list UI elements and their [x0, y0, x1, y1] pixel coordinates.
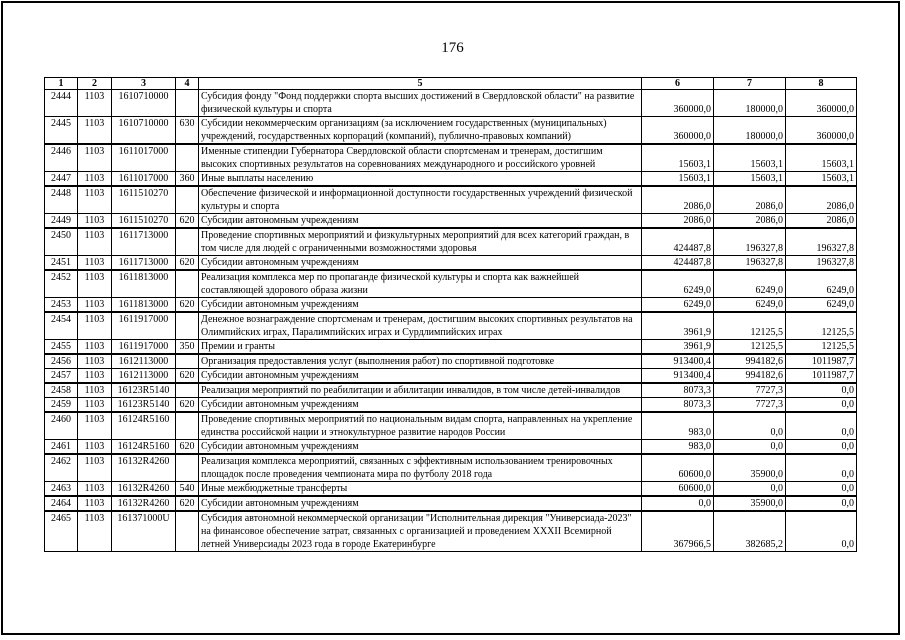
target-article-cell: 1611917000 — [112, 312, 176, 340]
section-code-cell: 1103 — [78, 482, 112, 497]
expense-type-cell: 620 — [176, 496, 199, 511]
amount-year3-cell: 6249,0 — [786, 298, 857, 313]
table-row — [45, 117, 857, 145]
expense-type-cell: 350 — [176, 340, 199, 355]
expense-type-cell: 630 — [176, 117, 199, 145]
expense-type-cell — [176, 312, 199, 340]
section-code-cell: 1103 — [78, 186, 112, 214]
amount-year2-cell: 12125,5 — [714, 340, 786, 355]
row-number-cell: 2462 — [45, 454, 78, 482]
amount-year3-cell: 15603,1 — [786, 144, 857, 172]
target-article-cell: 16132R4260 — [112, 496, 176, 511]
section-code-cell: 1103 — [78, 369, 112, 384]
row-number-cell: 2444 — [45, 90, 78, 117]
expense-type-cell — [176, 270, 199, 298]
amount-year1-cell: 2086,0 — [642, 186, 714, 214]
amount-year2-cell: 180000,0 — [714, 117, 786, 145]
description-cell: Проведение спортивных мероприятий по национальным видам спорта, направленных на укрепление единства российской нации и этнокультурное развитие народов России — [199, 412, 642, 440]
page-number: 176 — [441, 40, 464, 56]
description-cell: Проведение спортивных мероприятий и физкультурных мероприятий для всех категорий граждан, в том числе для людей с ограниченными возможностями здоровья — [199, 228, 642, 256]
row-number-cell: 2450 — [45, 228, 78, 256]
amount-year3-cell: 1011987,7 — [786, 354, 857, 369]
amount-year3-cell: 1011987,7 — [786, 369, 857, 384]
amount-year1-cell: 15603,1 — [642, 144, 714, 172]
table-row — [45, 144, 857, 172]
column-header: 3 — [112, 78, 176, 90]
section-code-cell: 1103 — [78, 454, 112, 482]
amount-year3-cell: 12125,5 — [786, 340, 857, 355]
target-article-cell: 16124R5160 — [112, 412, 176, 440]
row-number-cell: 2453 — [45, 298, 78, 313]
expense-type-cell: 620 — [176, 398, 199, 413]
amount-year2-cell: 15603,1 — [714, 144, 786, 172]
amount-year2-cell: 994182,6 — [714, 354, 786, 369]
column-header: 4 — [176, 78, 199, 90]
row-number-cell: 2463 — [45, 482, 78, 497]
amount-year2-cell: 994182,6 — [714, 369, 786, 384]
section-code-cell: 1103 — [78, 412, 112, 440]
row-number-cell: 2458 — [45, 383, 78, 398]
amount-year2-cell: 0,0 — [714, 440, 786, 455]
table-row — [45, 354, 857, 369]
description-cell: Субсидии некоммерческим организациям (за исключением государственных (муниципальных) учреждений, государственных корпораций (компаний), публично-правовых компаний) — [199, 117, 642, 145]
target-article-cell: 16124R5160 — [112, 440, 176, 455]
description-cell: Субсидии автономным учреждениям — [199, 398, 642, 413]
expense-type-cell — [176, 454, 199, 482]
section-code-cell: 1103 — [78, 298, 112, 313]
amount-year2-cell: 6249,0 — [714, 270, 786, 298]
column-header: 6 — [642, 78, 714, 90]
amount-year3-cell: 0,0 — [786, 398, 857, 413]
target-article-cell: 1612113000 — [112, 354, 176, 369]
description-cell: Субсидии автономным учреждениям — [199, 298, 642, 313]
amount-year1-cell: 913400,4 — [642, 354, 714, 369]
expense-type-cell: 360 — [176, 172, 199, 187]
amount-year1-cell: 983,0 — [642, 440, 714, 455]
target-article-cell: 1611510270 — [112, 214, 176, 229]
target-article-cell: 16123R5140 — [112, 398, 176, 413]
target-article-cell: 161371000U — [112, 511, 176, 552]
amount-year3-cell: 0,0 — [786, 412, 857, 440]
amount-year3-cell: 6249,0 — [786, 270, 857, 298]
amount-year1-cell: 3961,9 — [642, 340, 714, 355]
expense-type-cell: 620 — [176, 440, 199, 455]
table-row — [45, 172, 857, 187]
amount-year2-cell: 180000,0 — [714, 90, 786, 117]
table-row — [45, 340, 857, 355]
row-number-cell: 2452 — [45, 270, 78, 298]
amount-year1-cell: 60600,0 — [642, 482, 714, 497]
amount-year1-cell: 2086,0 — [642, 214, 714, 229]
description-cell: Субсидии автономным учреждениям — [199, 256, 642, 271]
table-row — [45, 482, 857, 497]
target-article-cell: 16132R4260 — [112, 454, 176, 482]
amount-year1-cell: 8073,3 — [642, 383, 714, 398]
target-article-cell: 1610710000 — [112, 117, 176, 145]
table-row — [45, 270, 857, 298]
description-cell: Иные выплаты населению — [199, 172, 642, 187]
amount-year1-cell: 360000,0 — [642, 90, 714, 117]
amount-year3-cell: 196327,8 — [786, 256, 857, 271]
target-article-cell: 1611917000 — [112, 340, 176, 355]
expense-type-cell: 620 — [176, 369, 199, 384]
target-article-cell: 1612113000 — [112, 369, 176, 384]
section-code-cell: 1103 — [78, 90, 112, 117]
expense-type-cell — [176, 90, 199, 117]
expense-type-cell: 620 — [176, 256, 199, 271]
section-code-cell: 1103 — [78, 172, 112, 187]
description-cell: Реализация мероприятий по реабилитации и абилитации инвалидов, в том числе детей-инвалидов — [199, 383, 642, 398]
table-row — [45, 90, 857, 117]
expense-type-cell — [176, 511, 199, 552]
target-article-cell: 1611813000 — [112, 270, 176, 298]
table-row — [45, 454, 857, 482]
expense-type-cell — [176, 228, 199, 256]
amount-year3-cell: 360000,0 — [786, 117, 857, 145]
description-cell: Именные стипендии Губернатора Свердловской области спортсменам и тренерам, достигшим высоких спортивных результатов на соревнованиях международного и российского уровней — [199, 144, 642, 172]
section-code-cell: 1103 — [78, 398, 112, 413]
amount-year1-cell: 0,0 — [642, 496, 714, 511]
amount-year3-cell: 196327,8 — [786, 228, 857, 256]
amount-year3-cell: 0,0 — [786, 482, 857, 497]
amount-year1-cell: 983,0 — [642, 412, 714, 440]
table-row — [45, 228, 857, 256]
amount-year2-cell: 35900,0 — [714, 454, 786, 482]
section-code-cell: 1103 — [78, 270, 112, 298]
amount-year2-cell: 196327,8 — [714, 256, 786, 271]
amount-year1-cell: 913400,4 — [642, 369, 714, 384]
table-body — [45, 90, 857, 552]
target-article-cell: 1611713000 — [112, 228, 176, 256]
section-code-cell: 1103 — [78, 312, 112, 340]
table-row — [45, 369, 857, 384]
amount-year3-cell: 0,0 — [786, 454, 857, 482]
expense-type-cell — [176, 383, 199, 398]
table-row — [45, 440, 857, 455]
section-code-cell: 1103 — [78, 117, 112, 145]
amount-year1-cell: 15603,1 — [642, 172, 714, 187]
amount-year2-cell: 2086,0 — [714, 214, 786, 229]
amount-year2-cell: 35900,0 — [714, 496, 786, 511]
amount-year2-cell: 0,0 — [714, 482, 786, 497]
column-header: 1 — [45, 78, 78, 90]
description-cell: Субсидии автономным учреждениям — [199, 496, 642, 511]
amount-year1-cell: 6249,0 — [642, 298, 714, 313]
description-cell: Субсидии автономным учреждениям — [199, 369, 642, 384]
section-code-cell: 1103 — [78, 354, 112, 369]
amount-year1-cell: 360000,0 — [642, 117, 714, 145]
section-code-cell: 1103 — [78, 440, 112, 455]
expense-type-cell — [176, 186, 199, 214]
row-number-cell: 2454 — [45, 312, 78, 340]
table-row — [45, 312, 857, 340]
amount-year1-cell: 367966,5 — [642, 511, 714, 552]
amount-year3-cell: 15603,1 — [786, 172, 857, 187]
amount-year1-cell: 424487,8 — [642, 256, 714, 271]
expense-type-cell: 620 — [176, 214, 199, 229]
section-code-cell: 1103 — [78, 340, 112, 355]
amount-year2-cell: 15603,1 — [714, 172, 786, 187]
amount-year1-cell: 3961,9 — [642, 312, 714, 340]
row-number-cell: 2451 — [45, 256, 78, 271]
section-code-cell: 1103 — [78, 144, 112, 172]
amount-year1-cell: 424487,8 — [642, 228, 714, 256]
amount-year3-cell: 12125,5 — [786, 312, 857, 340]
target-article-cell: 1610710000 — [112, 90, 176, 117]
amount-year3-cell: 360000,0 — [786, 90, 857, 117]
amount-year1-cell: 8073,3 — [642, 398, 714, 413]
expense-type-cell — [176, 354, 199, 369]
table-row — [45, 398, 857, 413]
description-cell: Субсидии автономным учреждениям — [199, 214, 642, 229]
target-article-cell: 16132R4260 — [112, 482, 176, 497]
amount-year3-cell: 0,0 — [786, 496, 857, 511]
amount-year3-cell: 2086,0 — [786, 214, 857, 229]
target-article-cell: 16123R5140 — [112, 383, 176, 398]
row-number-cell: 2448 — [45, 186, 78, 214]
amount-year3-cell: 2086,0 — [786, 186, 857, 214]
description-cell: Субсидия автономной некоммерческой организации "Исполнительная дирекция "Универсиада-2023" на финансовое обеспечение затрат, связанных с организацией и проведением XXXII Всемирной летней Универсиады 2023 года в городе Екатеринбурге — [199, 511, 642, 552]
amount-year3-cell: 0,0 — [786, 440, 857, 455]
column-header: 7 — [714, 78, 786, 90]
row-number-cell: 2465 — [45, 511, 78, 552]
row-number-cell: 2461 — [45, 440, 78, 455]
column-header: 5 — [199, 78, 642, 90]
table-row — [45, 214, 857, 229]
description-cell: Реализация комплекса мероприятий, связанных с эффективным использованием тренировочных площадок после проведения чемпионата мира по футболу 2018 года — [199, 454, 642, 482]
description-cell: Организация предоставления услуг (выполнения работ) по спортивной подготовке — [199, 354, 642, 369]
target-article-cell: 1611017000 — [112, 144, 176, 172]
column-header: 8 — [786, 78, 857, 90]
row-number-cell: 2460 — [45, 412, 78, 440]
row-number-cell: 2456 — [45, 354, 78, 369]
amount-year2-cell: 0,0 — [714, 412, 786, 440]
amount-year3-cell: 0,0 — [786, 511, 857, 552]
amount-year2-cell: 12125,5 — [714, 312, 786, 340]
table-row — [45, 496, 857, 511]
target-article-cell: 1611017000 — [112, 172, 176, 187]
amount-year2-cell: 7727,3 — [714, 383, 786, 398]
expense-type-cell — [176, 412, 199, 440]
description-cell: Премии и гранты — [199, 340, 642, 355]
amount-year2-cell: 6249,0 — [714, 298, 786, 313]
amount-year2-cell: 7727,3 — [714, 398, 786, 413]
description-cell: Субсидия фонду "Фонд поддержки спорта высших достижений в Свердловской области" на развитие физической культуры и спорта — [199, 90, 642, 117]
expense-type-cell — [176, 144, 199, 172]
row-number-cell: 2445 — [45, 117, 78, 145]
description-cell: Иные межбюджетные трансферты — [199, 482, 642, 497]
target-article-cell: 1611713000 — [112, 256, 176, 271]
amount-year2-cell: 196327,8 — [714, 228, 786, 256]
section-code-cell: 1103 — [78, 228, 112, 256]
amount-year2-cell: 2086,0 — [714, 186, 786, 214]
description-cell: Реализация комплекса мер по пропаганде физической культуры и спорта как важнейшей составляющей здорового образа жизни — [199, 270, 642, 298]
row-number-cell: 2457 — [45, 369, 78, 384]
row-number-cell: 2459 — [45, 398, 78, 413]
row-number-cell: 2447 — [45, 172, 78, 187]
section-code-cell: 1103 — [78, 214, 112, 229]
row-number-cell: 2449 — [45, 214, 78, 229]
section-code-cell: 1103 — [78, 511, 112, 552]
section-code-cell: 1103 — [78, 383, 112, 398]
column-header: 2 — [78, 78, 112, 90]
table-row — [45, 412, 857, 440]
budget-table — [44, 77, 857, 552]
table-row — [45, 298, 857, 313]
section-code-cell: 1103 — [78, 256, 112, 271]
table-row — [45, 256, 857, 271]
table-row — [45, 511, 857, 552]
amount-year1-cell: 6249,0 — [642, 270, 714, 298]
row-number-cell: 2464 — [45, 496, 78, 511]
expense-type-cell: 620 — [176, 298, 199, 313]
row-number-cell: 2446 — [45, 144, 78, 172]
amount-year1-cell: 60600,0 — [642, 454, 714, 482]
target-article-cell: 1611510270 — [112, 186, 176, 214]
expense-type-cell: 540 — [176, 482, 199, 497]
amount-year3-cell: 0,0 — [786, 383, 857, 398]
target-article-cell: 1611813000 — [112, 298, 176, 313]
description-cell: Субсидии автономным учреждениям — [199, 440, 642, 455]
row-number-cell: 2455 — [45, 340, 78, 355]
amount-year2-cell: 382685,2 — [714, 511, 786, 552]
description-cell: Обеспечение физической и информационной доступности государственных учреждений физической культуры и спорта — [199, 186, 642, 214]
header-row — [45, 78, 857, 90]
section-code-cell: 1103 — [78, 496, 112, 511]
table-row — [45, 186, 857, 214]
table-row — [45, 383, 857, 398]
description-cell: Денежное вознаграждение спортсменам и тренерам, достигшим высоких спортивных результатов на Олимпийских играх, Паралимпийских играх и Сурдлимпийских играх — [199, 312, 642, 340]
